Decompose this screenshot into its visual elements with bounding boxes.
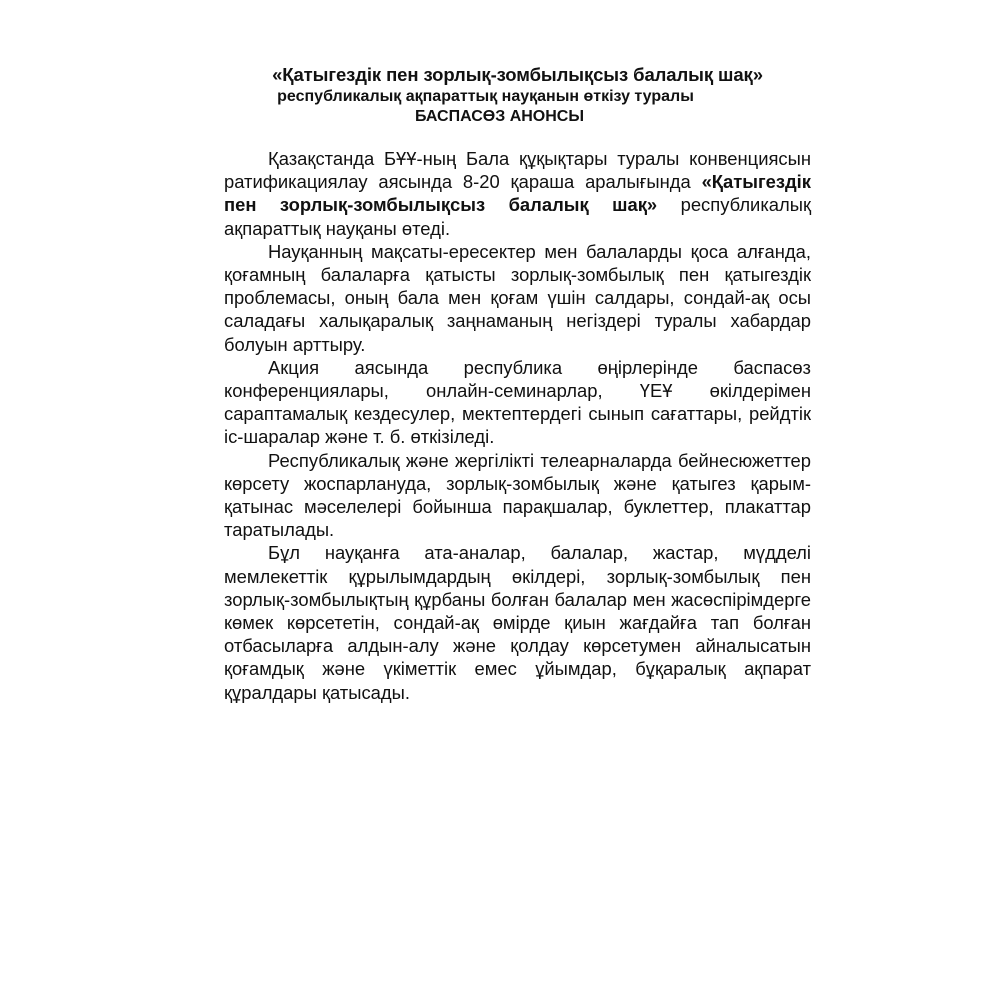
campaign-subtitle: республикалық ақпараттық науқанын өткізу туралы: [277, 88, 694, 105]
paragraph-events: Акция аясында республика өңірлерінде баспасөз конференциялары, онлайн-семинарлар, ҮЕҰ өкілдерімен сараптамалық кездесулер, мектептердегі сынып сағаттары, рейдтік іс-шаралар және т. б. өткізіледі.: [224, 356, 811, 448]
campaign-name-bold: «Қатыгездік пен зорлық-зомбылықсыз балалық шақ»: [224, 171, 811, 216]
paragraph-media: Республикалық және жергілікті телеарналарда бейнесюжеттер көрсету жоспарлануда, зорлық-зомбылық және қатыгез қарым-қатынас мәселелері бойынша парақшалар, буклеттер, плакаттар таратылады.: [224, 449, 811, 541]
paragraph-goal: Науқанның мақсаты-ересектер мен балаларды қоса алғанда, қоғамның балаларға қатысты зорлық-зомбылық пен қатыгездік проблемасы, оның бала мен қоғам үшін салдары, сондай-ақ осы саладағы халықаралық заңнаманың негіздері туралы хабардар болуын арттыру.: [224, 240, 811, 355]
press-announcement-heading: БАСПАСӨЗ АНОНСЫ: [414, 108, 585, 125]
campaign-title: «Қатыгездік пен зорлық-зомбылықсыз балалық шақ»: [272, 64, 763, 85]
paragraph-participants: Бұл науқанға ата-аналар, балалар, жастар, мүдделі мемлекеттік құрылымдардың өкілдері, зорлық-зомбылық пен зорлық-зомбылықтың құрбаны болған балалар мен жасөспірімдерге көмек көрсететін, сондай-ақ өмірде қиын жағдайға тап болған отбасыларға алдын-алу және қолдау көрсетумен айналысатын қоғамдық және үкіметтік емес ұйымдар, бұқаралық ақпарат құралдары қатысады.: [224, 542, 811, 703]
document-header: [220, 63, 815, 127]
paragraph-intro-text: Қазақстанда БҰҰ-ның Бала құқықтары туралы конвенциясын ратификациялау аясында 8-20 қараша аралығында: [224, 148, 811, 193]
document-body: [224, 147, 811, 704]
paragraph-intro: [224, 147, 811, 240]
paragraph-intro-end: республикалық ақпараттық науқаны өтеді.: [224, 194, 811, 239]
